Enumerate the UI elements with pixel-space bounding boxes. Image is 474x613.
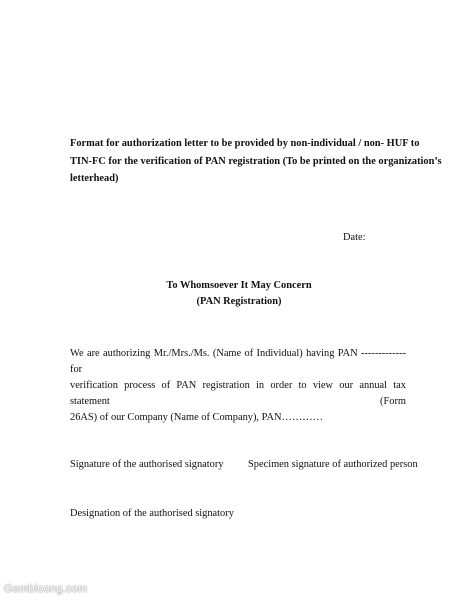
concern-title: To Whomsoever It May Concern (166, 280, 312, 291)
body-line: 26AS) of our Company (Name of Company), PAN………… (70, 412, 324, 423)
document-heading (70, 135, 442, 188)
heading-line: Format for authorization letter to be provided by non-individual / non- HUF to (70, 138, 420, 149)
date-label: Date: (343, 232, 366, 243)
concern-subtitle: (PAN Registration) (196, 296, 282, 307)
body-paragraph (70, 346, 406, 426)
specimen-signature-label: Specimen signature of authorized person (248, 459, 418, 470)
watermark: Gembloong.com (4, 583, 88, 595)
signature-authorised-signatory: Signature of the authorised signatory (70, 459, 224, 470)
heading-line: TIN-FC for the verification of PAN registration (To be printed on the organization’s (70, 155, 442, 167)
body-line: We are authorizing Mr./Mrs./Ms. (Name of Individual) having PAN ------------- for (70, 348, 406, 375)
designation-label: Designation of the authorised signatory (70, 508, 234, 519)
heading-line: letterhead) (70, 173, 119, 184)
body-line: verification process of PAN registration in order to view our annual tax statement (Form (70, 380, 406, 407)
